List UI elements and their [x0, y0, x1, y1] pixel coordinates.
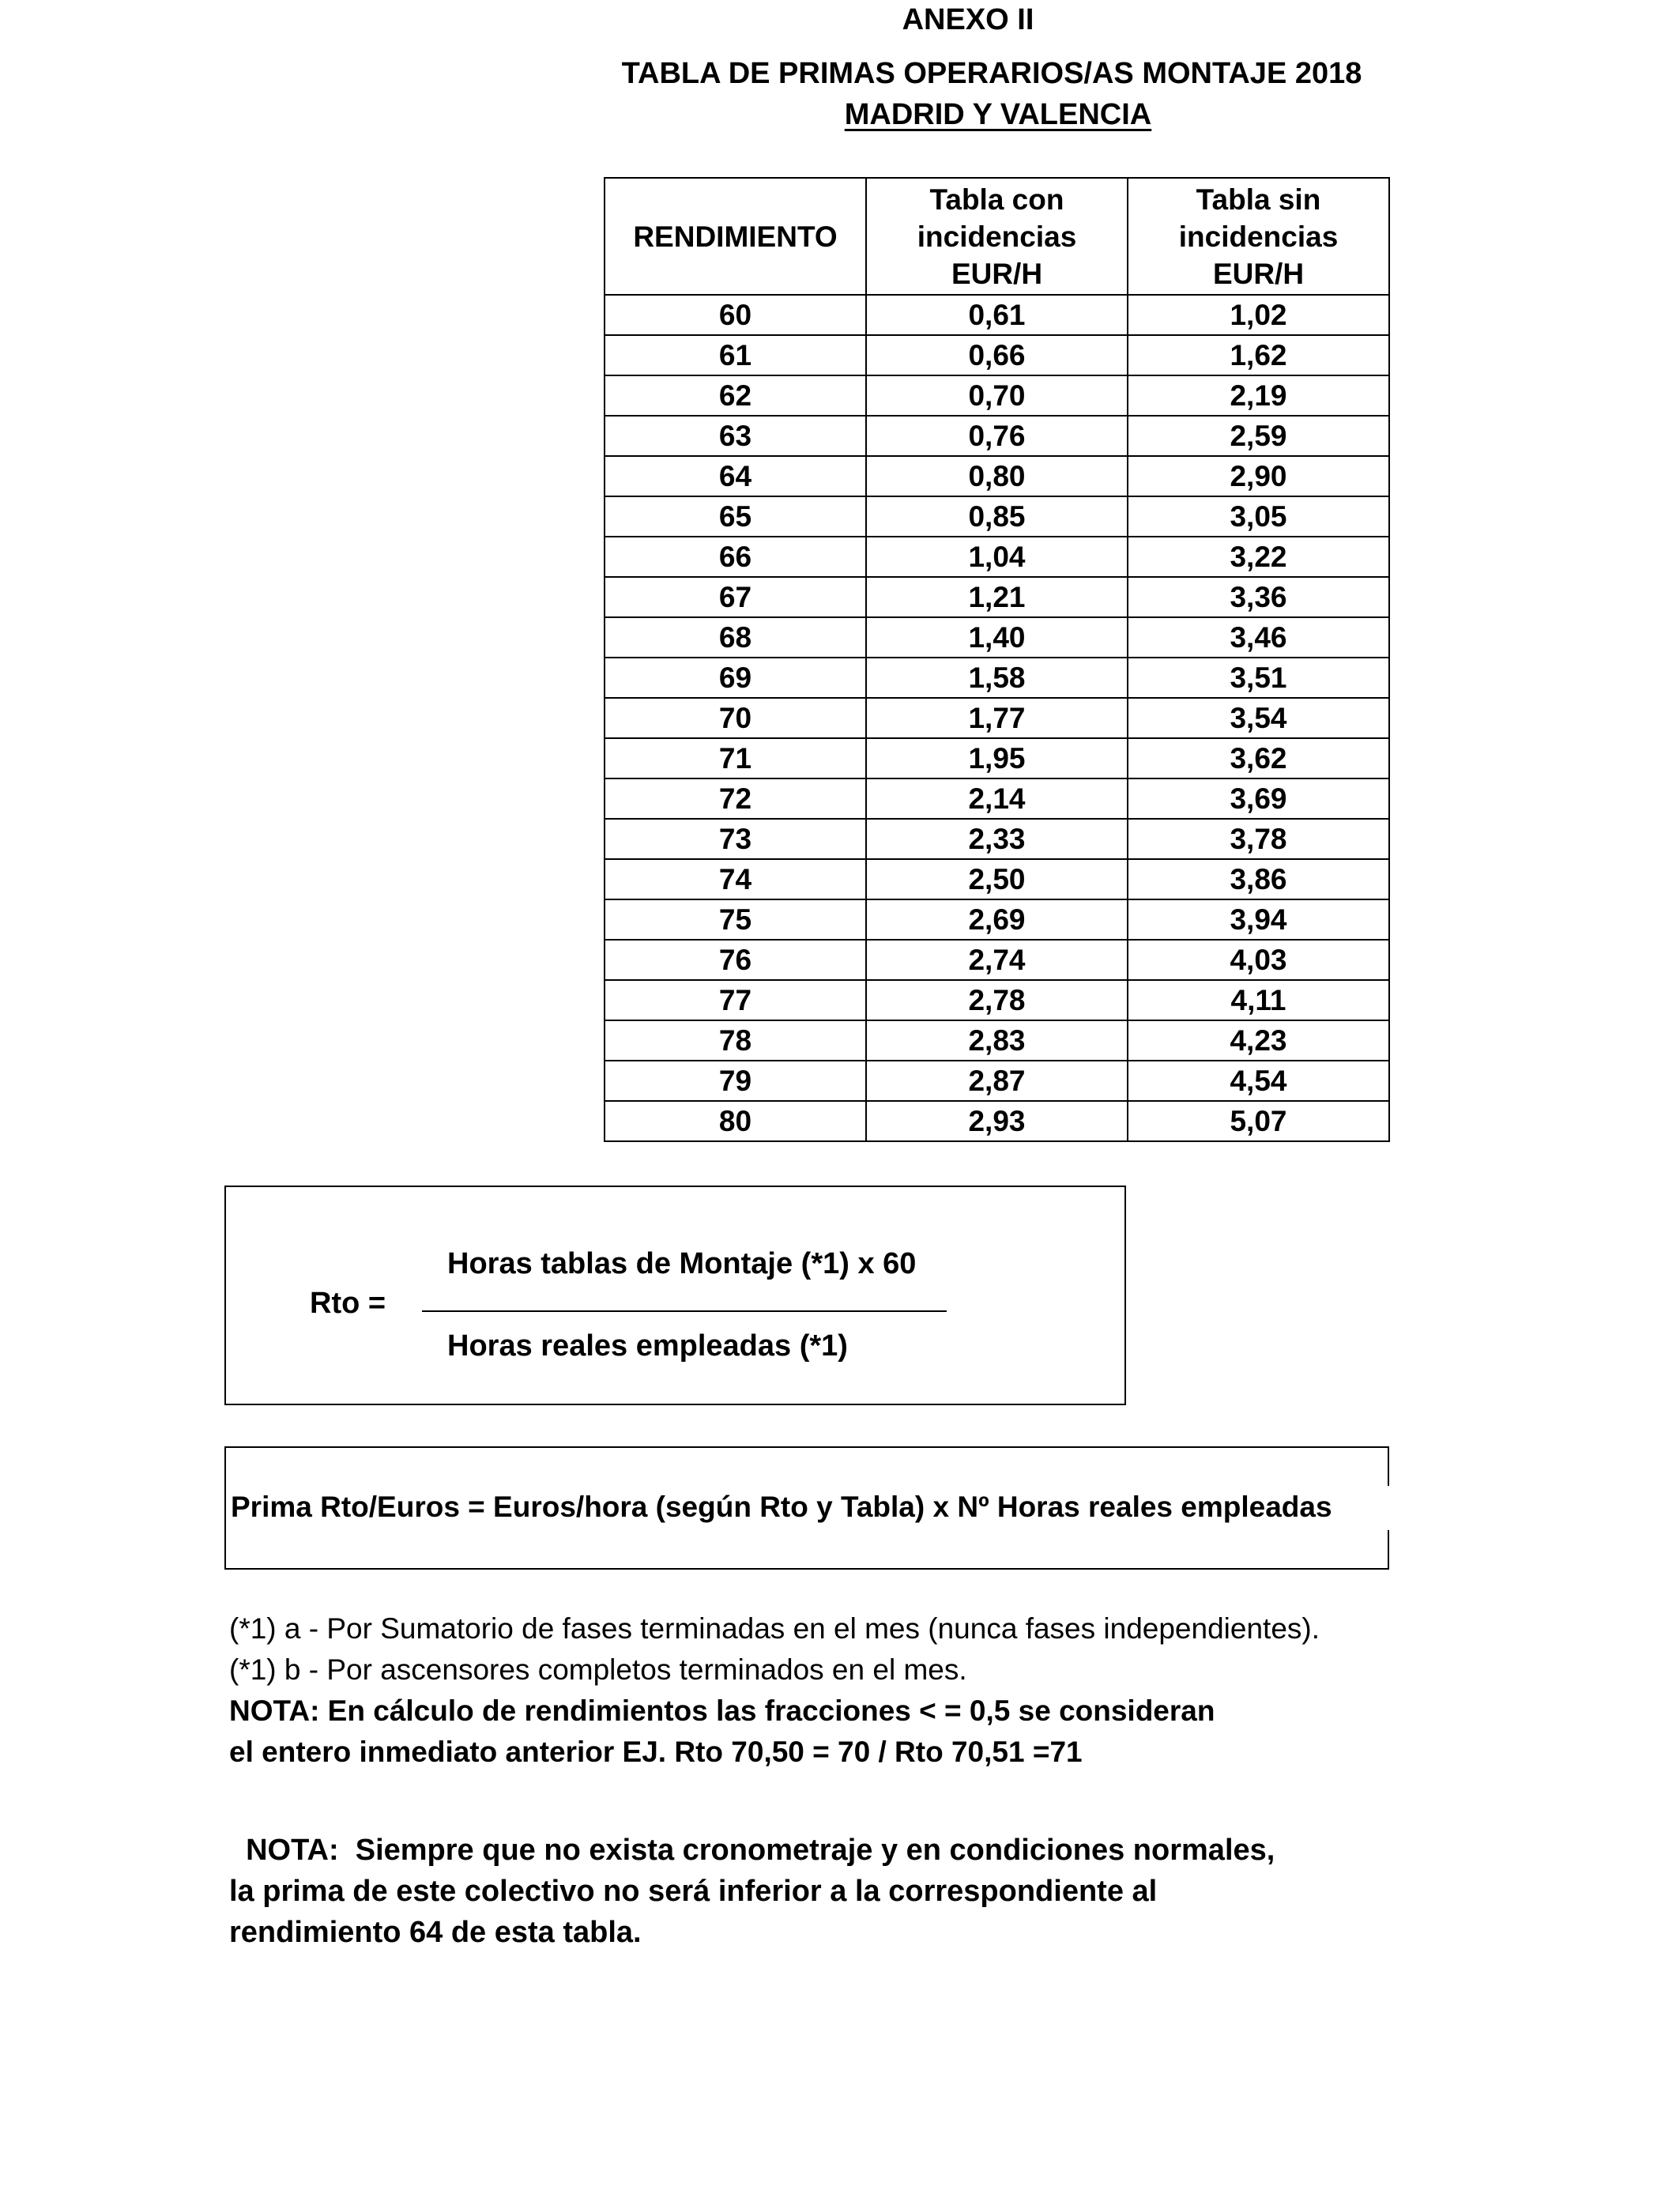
cell-rendimiento: 68 — [605, 617, 866, 658]
cell-rendimiento: 65 — [605, 496, 866, 537]
table-row — [605, 496, 1389, 537]
cell-sin-incidencias: 1,02 — [1128, 295, 1389, 335]
formula-denominator: Horas reales empleadas (*1) — [447, 1329, 848, 1363]
cell-rendimiento: 71 — [605, 738, 866, 778]
formula-numerator: Horas tablas de Montaje (*1) x 60 — [447, 1247, 917, 1280]
cell-rendimiento: 61 — [605, 335, 866, 375]
cell-sin-incidencias: 3,69 — [1128, 778, 1389, 819]
header-tabla-con-incidencias: Tabla con incidencias EUR/H — [866, 178, 1128, 295]
prima-formula-box — [224, 1446, 1389, 1570]
cell-con-incidencias: 2,74 — [866, 940, 1128, 980]
cell-rendimiento: 60 — [605, 295, 866, 335]
table-row — [605, 698, 1389, 738]
cell-rendimiento: 73 — [605, 819, 866, 859]
table-row — [605, 537, 1389, 577]
header-tabla-sin-incidencias: Tabla sin incidencias EUR/H — [1128, 178, 1389, 295]
table-row — [605, 456, 1389, 496]
cell-rendimiento: 76 — [605, 940, 866, 980]
cell-con-incidencias: 1,58 — [866, 658, 1128, 698]
fraction-line — [422, 1310, 947, 1312]
cell-sin-incidencias: 4,23 — [1128, 1020, 1389, 1061]
footnote-b: (*1) b - Por ascensores completos terminados en el mes. — [229, 1653, 967, 1686]
table-row — [605, 1061, 1389, 1101]
cell-con-incidencias: 2,33 — [866, 819, 1128, 859]
cell-con-incidencias: 1,77 — [866, 698, 1128, 738]
cell-sin-incidencias: 4,03 — [1128, 940, 1389, 980]
rto-formula-box — [224, 1186, 1126, 1405]
cell-rendimiento: 77 — [605, 980, 866, 1020]
cell-sin-incidencias: 3,54 — [1128, 698, 1389, 738]
table-row — [605, 1101, 1389, 1141]
cell-con-incidencias: 2,93 — [866, 1101, 1128, 1141]
cell-con-incidencias: 1,21 — [866, 577, 1128, 617]
cell-sin-incidencias: 4,54 — [1128, 1061, 1389, 1101]
cell-sin-incidencias: 4,11 — [1128, 980, 1389, 1020]
cell-con-incidencias: 0,80 — [866, 456, 1128, 496]
cell-sin-incidencias: 3,05 — [1128, 496, 1389, 537]
table-row — [605, 778, 1389, 819]
region-title: MADRID Y VALENCIA — [844, 98, 1152, 131]
table-row — [605, 980, 1389, 1020]
table-header-row — [605, 178, 1389, 295]
header-rendimiento: RENDIMIENTO — [605, 178, 866, 295]
table-row — [605, 617, 1389, 658]
cell-sin-incidencias: 3,62 — [1128, 738, 1389, 778]
table-row — [605, 375, 1389, 416]
cell-sin-incidencias: 3,46 — [1128, 617, 1389, 658]
table-row — [605, 940, 1389, 980]
cell-con-incidencias: 1,95 — [866, 738, 1128, 778]
table-body — [605, 295, 1389, 1141]
prima-box-border-right-bottom — [1388, 1530, 1389, 1570]
cell-rendimiento: 78 — [605, 1020, 866, 1061]
table-row — [605, 335, 1389, 375]
cell-con-incidencias: 1,40 — [866, 617, 1128, 658]
cell-con-incidencias: 2,14 — [866, 778, 1128, 819]
cell-rendimiento: 62 — [605, 375, 866, 416]
table-row — [605, 577, 1389, 617]
rto-label: Rto = — [310, 1287, 386, 1320]
cell-rendimiento: 63 — [605, 416, 866, 456]
cell-con-incidencias: 2,83 — [866, 1020, 1128, 1061]
cell-rendimiento: 80 — [605, 1101, 866, 1141]
nota-cronometraje-line-2: la prima de este colectivo no será inferior a la correspondiente al — [229, 1875, 1158, 1908]
table-row — [605, 899, 1389, 940]
cell-con-incidencias: 2,78 — [866, 980, 1128, 1020]
table-row — [605, 416, 1389, 456]
cell-rendimiento: 75 — [605, 899, 866, 940]
table-row — [605, 819, 1389, 859]
cell-rendimiento: 74 — [605, 859, 866, 899]
table-row — [605, 738, 1389, 778]
cell-rendimiento: 69 — [605, 658, 866, 698]
nota-cronometraje-line-3: rendimiento 64 de esta tabla. — [229, 1916, 642, 1949]
cell-sin-incidencias: 5,07 — [1128, 1101, 1389, 1141]
cell-con-incidencias: 0,76 — [866, 416, 1128, 456]
annex-title: ANEXO II — [902, 3, 1034, 36]
table-row — [605, 658, 1389, 698]
cell-sin-incidencias: 3,51 — [1128, 658, 1389, 698]
cell-con-incidencias: 0,85 — [866, 496, 1128, 537]
cell-con-incidencias: 2,69 — [866, 899, 1128, 940]
cell-con-incidencias: 2,87 — [866, 1061, 1128, 1101]
table-row — [605, 295, 1389, 335]
table-row — [605, 1020, 1389, 1061]
nota-calculo-line-2: el entero inmediato anterior EJ. Rto 70,50 = 70 / Rto 70,51 =71 — [229, 1736, 1083, 1768]
nota-calculo-line-1: NOTA: En cálculo de rendimientos las fracciones < = 0,5 se consideran — [229, 1695, 1215, 1727]
cell-sin-incidencias: 3,78 — [1128, 819, 1389, 859]
table-title: TABLA DE PRIMAS OPERARIOS/AS MONTAJE 2018 — [621, 57, 1362, 90]
primas-table — [604, 177, 1390, 1142]
cell-sin-incidencias: 2,19 — [1128, 375, 1389, 416]
cell-sin-incidencias: 1,62 — [1128, 335, 1389, 375]
cell-sin-incidencias: 3,36 — [1128, 577, 1389, 617]
table-row — [605, 859, 1389, 899]
cell-con-incidencias: 0,61 — [866, 295, 1128, 335]
cell-con-incidencias: 0,70 — [866, 375, 1128, 416]
cell-con-incidencias: 0,66 — [866, 335, 1128, 375]
cell-rendimiento: 64 — [605, 456, 866, 496]
cell-rendimiento: 79 — [605, 1061, 866, 1101]
cell-rendimiento: 70 — [605, 698, 866, 738]
cell-rendimiento: 67 — [605, 577, 866, 617]
cell-con-incidencias: 1,04 — [866, 537, 1128, 577]
prima-box-border-right-top — [1388, 1446, 1389, 1486]
cell-con-incidencias: 2,50 — [866, 859, 1128, 899]
cell-sin-incidencias: 3,94 — [1128, 899, 1389, 940]
cell-sin-incidencias: 2,90 — [1128, 456, 1389, 496]
footnote-a: (*1) a - Por Sumatorio de fases terminadas en el mes (nunca fases independientes). — [229, 1612, 1320, 1645]
nota-cronometraje-line-1: NOTA: Siempre que no exista cronometraje y en condiciones normales, — [229, 1834, 1275, 1867]
cell-rendimiento: 72 — [605, 778, 866, 819]
prima-formula-text: Prima Rto/Euros = Euros/hora (según Rto y Tabla) x Nº Horas reales empleadas — [231, 1491, 1332, 1523]
cell-sin-incidencias: 2,59 — [1128, 416, 1389, 456]
cell-sin-incidencias: 3,22 — [1128, 537, 1389, 577]
cell-sin-incidencias: 3,86 — [1128, 859, 1389, 899]
cell-rendimiento: 66 — [605, 537, 866, 577]
